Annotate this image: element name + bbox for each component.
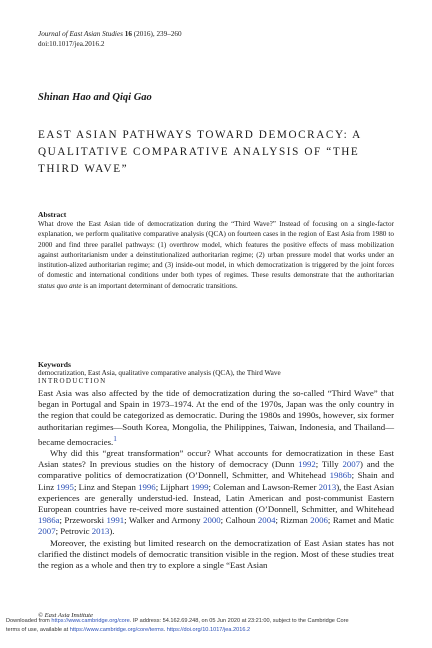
citation-link[interactable]: 2004 (257, 515, 276, 526)
paragraph-3: Moreover, the existing but limited research on the democratization of East Asian states has not clarified the distinct models of democratic transition visible in the region. Most of these studies treat the region as a whole and then try to explore a single “East Asian (38, 537, 394, 570)
journal-volume: 16 (124, 30, 132, 38)
journal-year-pages: (2016), 239–260 (133, 30, 182, 38)
authors: Shinan Hao and Qiqi Gao (38, 92, 152, 103)
citation-link[interactable]: 1999 (190, 481, 209, 492)
citation-link[interactable]: 1992 (298, 459, 316, 470)
abstract-heading: Abstract (38, 210, 67, 219)
citation-link[interactable]: 2006 (310, 515, 328, 526)
citation-link[interactable]: 2007 (342, 459, 361, 470)
paragraph-1: East Asia was also affected by the tide of democratization during the so-called “Third Wave” that began in Portugal and Spain in 1973–1974. At the end of the 1970s, Japan was the only country in the region that could be categorized as democratic. During the 1980s and 1990s, however, six former authoritarian regimes—South Korea, Mongolia, the Philippines, Taiwan, Indonesia, and Thailand—became democracies.$^1$ (38, 388, 394, 447)
journal-info (38, 30, 182, 49)
keywords-heading: Keywords (38, 360, 71, 369)
download-footer: Downloaded from https://www.cambridge.org/core. IP address: 54.162.69.248, on 05 Jun 2020 at 23:21:00, subject to the Cambridge Core terms of use, available at https://www.cambridge.org/core/terms. https://doi.org/10.1017/jea.2016.2 (6, 618, 349, 633)
citation-link[interactable]: 1986b (329, 470, 352, 481)
terms-link[interactable]: https://www.cambridge.org/core/terms (69, 626, 164, 633)
journal-title: Journal of East Asian Studies (38, 30, 123, 38)
citation-link[interactable]: 1991 (106, 515, 125, 526)
body-text (38, 388, 394, 571)
citation-link[interactable]: 2013 (91, 526, 110, 537)
citation-link[interactable]: 2013 (318, 481, 337, 492)
copyright-notice: © East Asia Institute (38, 612, 93, 619)
citation-link[interactable]: 1996 (138, 481, 156, 492)
keywords-text: democratization, East Asia, qualitative comparative analysis (QCA), the Third Wave (38, 369, 281, 377)
journal-doi: doi:10.1017/jea.2016.2 (38, 39, 105, 48)
abstract-text: What drove the East Asian tide of democratization during the “Third Wave?” Instead of focusing on a single-factor explanation, we perform qualitative comparative analysis (QCA) on fourteen cases in the region of East Asia from 1980 to 2000 and find three parallel pathways: (1) overthrow model, which features the positive effects of mass mobilization against authoritarianism under a deinstitutionalized authoritarian regime; (2) urban pressure model that works under an institution-alized authoritarian regime; and (3) inside-out model, in which democratization is triggered by the joint forces of domestic and international conditions under both types of regimes. These results demonstrate that the authoritarian status quo ante is an important determinant of democratic transitions. (38, 220, 394, 290)
doi-link[interactable]: https://doi.org/10.1017/jea.2016.2 (166, 626, 251, 633)
citation-link[interactable]: 2007 (38, 526, 56, 537)
citation-link[interactable]: 1995 (56, 481, 74, 492)
footnote-ref[interactable]: 1 (113, 433, 117, 443)
introduction-heading: INTRODUCTION (38, 377, 107, 385)
paragraph-2: Why did this “great transformation” occur? What accounts for democratization in these East Asian states? In previous studies on the history of democracy (Dunn 1992; Tilly 2007) and the comparative politics of democratization (O’Donnell, Schmitter, and Whitehead 1986b; Shain and Linz 1995; Linz and Stepan 1996; Lijphart 1999; Coleman and Lawson-Remer 2013), the East Asian experiences are generally understud-ied. Instead, Latin American and post-communist Eastern European countries have re-ceived more sustained attention (O’Donnell, Schmitter, and Whitehead 1986a; Przeworski 1991; Walker and Armony 2000; Calhoun 2004; Rizman 2006; Ramet and Matic 2007; Petrovic 2013). (38, 447, 395, 537)
cambridge-core-link[interactable]: https://www.cambridge.org/core (51, 618, 130, 624)
article-title: EAST ASIAN PATHWAYS TOWARD DEMOCRACY: A QUALITATIVE COMPARATIVE ANALYSIS OF “THE THIRD WAVE” (38, 129, 362, 175)
citation-link[interactable]: 1986a (38, 515, 60, 526)
citation-link[interactable]: 2000 (203, 515, 221, 526)
